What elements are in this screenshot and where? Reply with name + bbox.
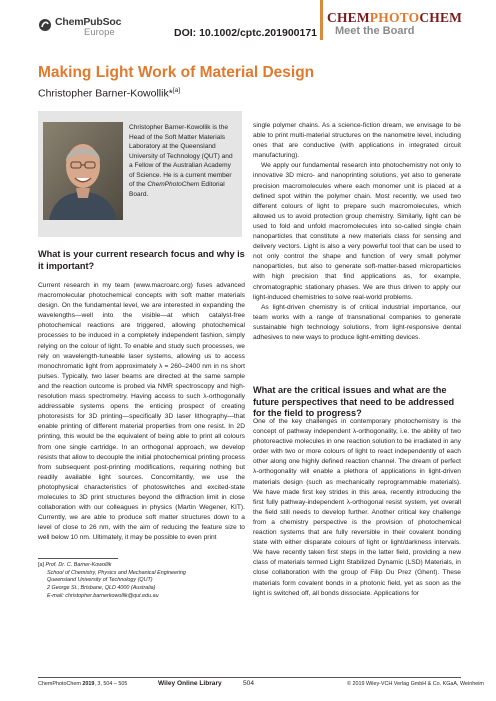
brand-part-1: CHEM (327, 10, 370, 25)
author-line (38, 87, 180, 100)
article-title: Making Light Work of Material Design (38, 64, 315, 81)
logo-region: Europe (84, 27, 115, 38)
footnote-name: Prof. Dr. C. Barner-Kowollik (45, 562, 112, 568)
wiley-online-library-link[interactable]: Wiley Online Library (158, 680, 222, 687)
answer-2-paragraph: One of the key challenges in contemporary photochemistry is the concept of pathway independent λ-orthogonality, i.e. the ability of two photoreactive molecules in one reaction solution to be irradiated in any order with two or more colours of light to react independently of each other along one highly defined reaction channel. The dream of perfect λ-orthogonality will enable a plethora of applications in light-driven materials design (such as mechanically reprogrammable materials). We have made first key strides in this area, recently introducing the first fully pathway-independent λ-orthogonal resist system, yet overall the field still needs to develop further. Another critical key challenge from a chemistry perspective is the provision of photochemical reaction systems that are fully reversible in their covalent bonding state with either disparate colours of light or light/darkness intervals. We have recently taken first steps in the latter field, providing a new class of materials termed Light Stabilized Dynamic (LSD) Materials, in close collaboration with the group of Filip Du Prez (Ghent). These materials form covalent bonds in a photonic field, yet as soon as the light is switched off, all bonds dissociate. Applications for (253, 418, 461, 597)
footnote-line-3: Queensland University of Technology (QUT) (47, 577, 153, 584)
footer-citation-text: 2019, 3, 504 – 505 (82, 681, 128, 687)
footnote-email[interactable]: E-mail: christopher.barnerkowollik@qut.edu.au (47, 592, 159, 599)
chempubsoc-logo (38, 16, 188, 40)
answer-1-continued (253, 121, 461, 374)
footnote-line-4: 2 George St., Brisbane, QLD 4000 (Australia) (47, 585, 156, 592)
section-label: Meet the Board (335, 25, 415, 37)
answer-1-text (38, 281, 245, 553)
footnote-label: [a] (38, 562, 44, 568)
author-bio (129, 123, 237, 199)
affiliation-footnote (38, 562, 245, 601)
footer-citation (38, 681, 127, 687)
answer-2-text (253, 417, 461, 670)
author-affiliation-mark: [a] (172, 87, 181, 94)
brand-part-3: CHEM (419, 10, 463, 25)
answer-1-paragraph-4: As light-driven chemistry is of critical industrial importance, our team works with a range of transnational companies to generate sustainable high technology solutions, from light-responsive dental adhesives to new ways to produce light-emitting devices. (253, 303, 461, 341)
answer-1-paragraph-3: We apply our fundamental research into photochemistry not only to innovative 3D micro- and nanoprinting solutions, yet also to generate precision macromolecules where each monomer unit is placed at a defined spot within the polymer chain. Most recently, we used two different colours of light to prepare such macromolecules, which allowed us to avoid protection group chemistry. Similarly, light can be used to fold and unfold macromolecules into so-called single chain nanoparticles that constitute a new materials class for sensing and delivery vectors. Light is also a very powerful tool that can be used to not only control the shape and function of very small polymer nanoparticles, but also to generate soft-matter-based microparticles with high precision that find applications as, for example, chromatographic stationary phases. We are thus driven to apply our light-induced chemistries to solve real-world problems. (253, 162, 461, 301)
bio-text-2: Editorial Board. (129, 181, 225, 198)
answer-1-paragraph-2: single polymer chains. As a science-fiction dream, we envisage to be able to print multi-material structures on the nanometre level, including ones that are conductive (with applications in integrated circuit manufacturing). (253, 122, 461, 160)
brand-divider (320, 0, 323, 40)
answer-1-paragraph: Current research in my team (www.macroarc.org) fuses advanced macromolecular photochemical concepts with soft matter materials design. On the fundamental level, we are interested in expanding the wavelengths—well into the visible—at which catalyst-free photochemical reactions are triggered, allowing photochemical processes to be induced in a completely independent fashion, simply relying on the colour of light. To enable and study such processes, we rely on wavelength-tuneable laser systems, allowing us to access monochromatic light from approximately λ = 260–2400 nm in ns short pulses. Typically, two laser beams are directed at the same sample and the reaction outcome is probed via NMR spectroscopy and high-resolution mass spectrometry. Having access to such λ-orthogonally addressable systems opens the enticing prospect of creating photoresists for 3D printing—specifically 3D laser lithography—that enable printing of different material properties from one resist. In 2D printing, this would be the equivalent of being able to print all colours from one single cartridge. In an orthogonal approach, we develop resists that allow to decouple the initial photochemical printing process from subsequent post-printing modifications, requiring nothing but readily available light sources. Concomitantly, we use the photophysical characteristics of photoswitches and excited-state molecules to 3D print structures beyond the diffraction limit in close collaboration with our colleagues in physics (Martin Wegener, KIT). Currently, we are able to produce soft matter structures down to a level of close to 26 nm, with the aim of reducing the feature size to well below 10 nm. Ultimately, it may be possible to even print (38, 282, 245, 542)
bio-journal-name: ChemPhotoChem (147, 181, 200, 188)
footnote-divider (38, 558, 118, 559)
brand-part-2: PHOTO (369, 10, 420, 25)
bio-text-1: Christopher Barner-Kowollik is the Head of the Soft Matter Materials Laboratory at the Queensland University of Technology (QUT) and a Fellow of the Australian Academy of Science. He is a current member of the (129, 124, 233, 188)
question-heading-2: What are the critical issues and what are the future perspectives that need to be addressed for the field to progress? (253, 385, 455, 418)
author-name: Christopher Barner-Kowollik* (38, 87, 173, 100)
journal-brand (327, 10, 462, 26)
footnote-line-1 (38, 562, 245, 570)
copyright: © 2019 Wiley-VCH Verlag GmbH & Co. KGaA, Weinheim (347, 681, 484, 687)
society-logo-icon (38, 18, 52, 32)
doi-link[interactable]: DOI: 10.1002/cptc.201900171 (174, 27, 318, 39)
logo-name: ChemPubSoc (55, 16, 122, 28)
footnote-line-2: School of Chemistry, Physics and Mechanical Engineering (47, 569, 186, 576)
question-heading-1: What is your current research focus and why is it important? (38, 249, 245, 271)
page-number: 504 (243, 680, 255, 687)
author-portrait (43, 122, 123, 220)
footer-divider (38, 677, 461, 678)
footer-journal: ChemPhotoChem (38, 681, 81, 687)
